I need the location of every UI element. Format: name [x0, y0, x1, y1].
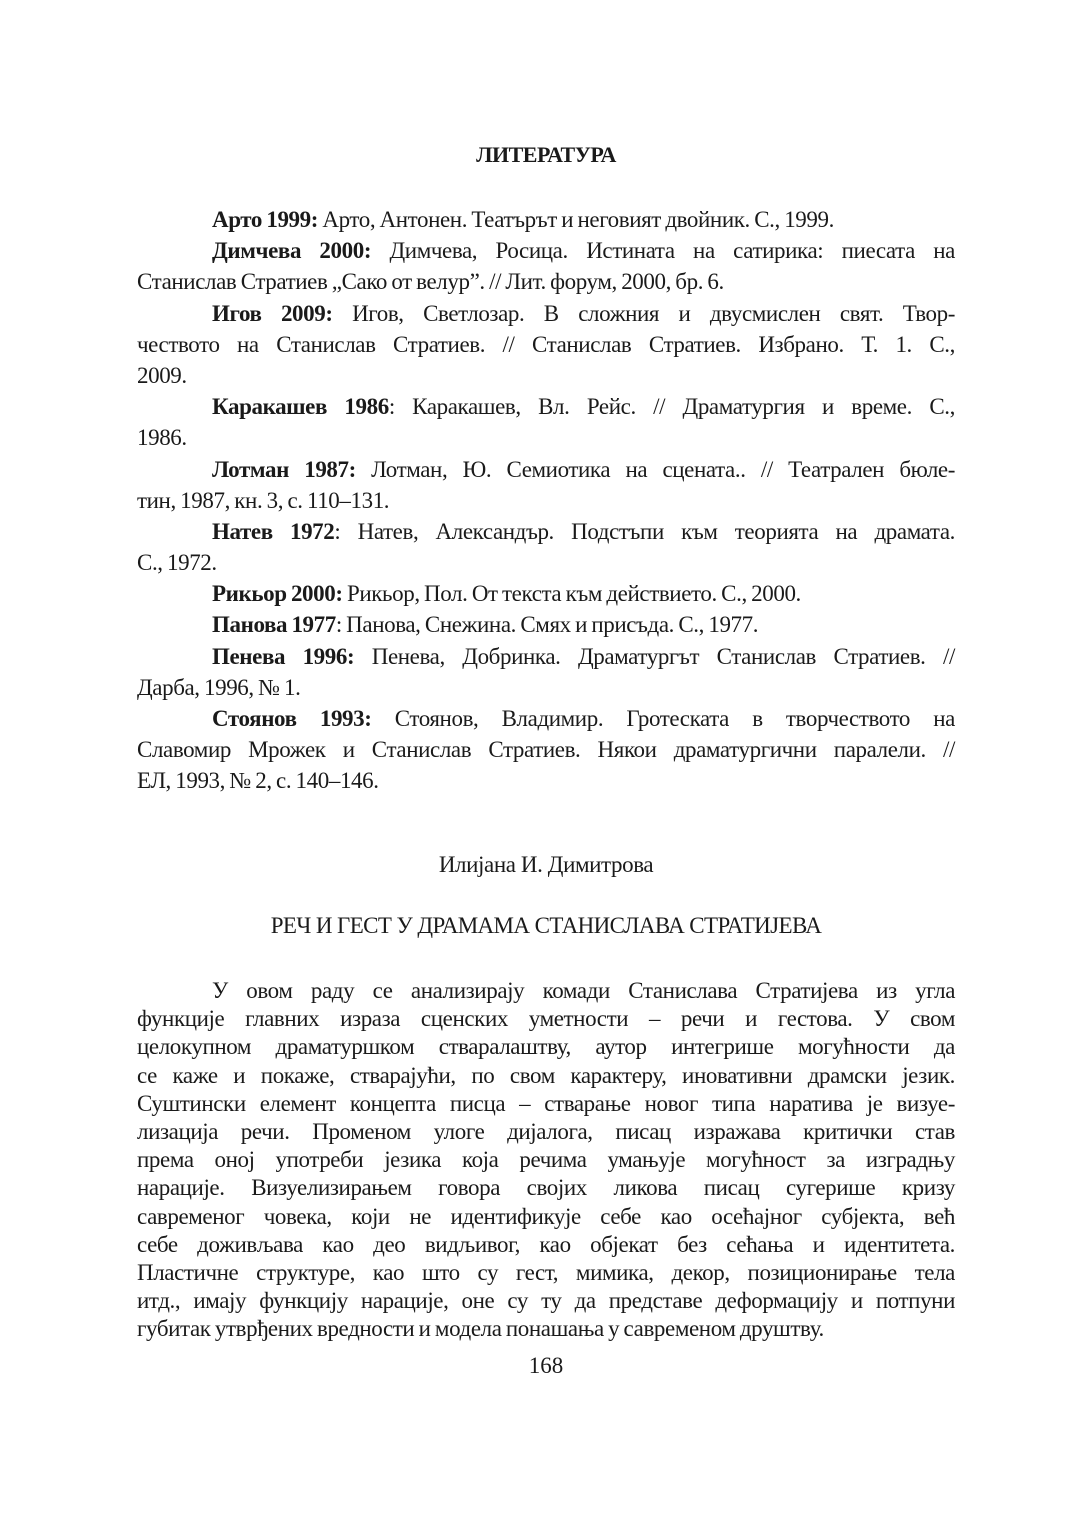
reference-key: Рикьор 2000: [212, 581, 343, 607]
page-number: 168 [528, 1353, 564, 1378]
reference-entry [137, 391, 955, 453]
reference-text: Игов, Светлозар. В сложния и двусмислен свят. Твор- [332, 300, 955, 326]
reference-text: Дарба, 1996, № 1. [137, 674, 301, 700]
abstract-line: се каже и покаже, стварајући, по свом карактеру, иновативни драмски језик. [137, 1062, 955, 1088]
abstract-line: итд., имају функцију нарације, оне су ту да представе деформацију и потпуни [137, 1288, 955, 1314]
reference-line [137, 204, 955, 235]
reference-line [137, 360, 955, 391]
reference-line [137, 329, 955, 360]
reference-line [137, 672, 955, 703]
abstract-line: У овом раду се анализирају комади Станислава Стратијева из угла [212, 978, 955, 1003]
reference-line [137, 516, 955, 547]
abstract-paragraph [137, 977, 955, 1343]
reference-list [137, 204, 955, 797]
reference-text: 2009. [137, 362, 187, 388]
abstract-line: целокупном драматуршком стваралаштву, аутор интегрише могућности да [137, 1034, 955, 1060]
reference-entry [137, 703, 955, 797]
reference-key: Каракашев 1986 [212, 394, 389, 420]
abstract-line: нарације. Визуелизирањем говора својих ликова писац сугерише кризу [137, 1175, 955, 1201]
reference-text: Димчева, Росица. Истината на сатирика: пиесата на [371, 238, 955, 264]
reference-text: Пенева, Добринка. Драматургът Станислав Стратиев. // [354, 643, 956, 669]
section-heading: ЛИТЕРАТУРА [476, 142, 616, 167]
reference-entry [137, 298, 955, 392]
reference-key: Димчева 2000: [212, 238, 372, 264]
reference-text: С., 1972. [137, 550, 217, 576]
reference-line [137, 454, 955, 485]
reference-key: Лотман 1987: [212, 456, 356, 482]
reference-text: Лотман, Ю. Семиотика на сцената.. // Театрален бюле- [355, 456, 955, 482]
abstract-line: Пластичне структуре, као што су гест, мимика, декор, позиционирање тела [137, 1259, 955, 1285]
reference-text: ЕЛ, 1993, № 2, с. 140–146. [137, 768, 379, 794]
abstract-line: функције главних израза сценских уметности – речи и гестова. У свом [137, 1006, 955, 1032]
reference-line [137, 235, 955, 266]
reference-text: Арто, Антонен. Театърът и неговият двойник. С., 1999. [318, 207, 834, 232]
reference-key: Арто 1999: [212, 207, 319, 232]
reference-line [137, 298, 955, 329]
reference-line [137, 422, 955, 453]
reference-line [137, 266, 955, 297]
reference-line [137, 485, 955, 516]
reference-key: Панова 1977 [212, 612, 336, 638]
reference-text: : Каракашев, Вл. Рейс. // Драматургия и време. С., [388, 394, 955, 420]
article-author: Илијана И. Димитрова [438, 852, 654, 877]
reference-text: 1986. [137, 425, 187, 451]
reference-entry [137, 235, 955, 297]
reference-text: Рикьор, Пол. От текста към действието. С., 2000. [342, 581, 801, 607]
reference-text: : Панова, Снежина. Смях и присъда. С., 1977. [335, 612, 759, 638]
reference-text: тин, 1987, кн. 3, с. 110–131. [137, 487, 390, 513]
abstract-line: савременог човека, који не идентификује себе као осећајног субјекта, већ [137, 1203, 955, 1229]
reference-line [137, 703, 955, 734]
reference-text: чеството на Станислав Стратиев. // Станислав Стратиев. Избрано. Т. 1. С., [137, 331, 955, 357]
reference-text: : Натев, Александър. Подстъпи към теорията на драмата. [334, 518, 955, 544]
abstract-line: губитак утврђених вредности и модела понашања у савременом друштву. [137, 1316, 824, 1342]
reference-text: Стоянов, Владимир. Гротеската в творчеството на [371, 706, 955, 731]
reference-entry [137, 609, 955, 640]
abstract-line: себе доживљава као део видљивог, као објекат без сећања и идентитета. [137, 1231, 955, 1257]
reference-line [137, 391, 955, 422]
article-title: РЕЧ И ГЕСТ У ДРАМАМА СТАНИСЛАВА СТРАТИЈЕВА [270, 913, 822, 938]
abstract-line: Суштински елемент концепта писца – стварање новог типа наратива је визуе- [137, 1090, 955, 1116]
reference-entry [137, 578, 955, 609]
reference-entry [137, 516, 955, 578]
reference-key: Игов 2009: [212, 300, 333, 326]
reference-line [137, 734, 955, 765]
abstract-line: према оној употреби језика која речима умањује могућност за изградњу [137, 1147, 955, 1173]
reference-text: Станислав Стратиев „Сако от велур”. // Лит. форум, 2000, бр. 6. [137, 269, 724, 295]
reference-line [137, 765, 955, 796]
abstract-line: лизација речи. Променом улоге дијалога, писац изражава критички став [137, 1118, 955, 1144]
document-page [137, 0, 955, 1530]
reference-entry [137, 641, 955, 703]
reference-key: Натев 1972 [212, 518, 335, 544]
reference-entry [137, 454, 955, 516]
reference-key: Пенева 1996: [212, 643, 355, 669]
reference-line [137, 578, 955, 609]
reference-key: Стоянов 1993: [212, 706, 372, 731]
reference-line [137, 609, 955, 640]
reference-text: Славомир Мрожек и Станислав Стратиев. Някои драматургични паралели. // [137, 737, 955, 763]
reference-entry [137, 204, 955, 235]
reference-line [137, 641, 955, 672]
reference-line [137, 547, 955, 578]
